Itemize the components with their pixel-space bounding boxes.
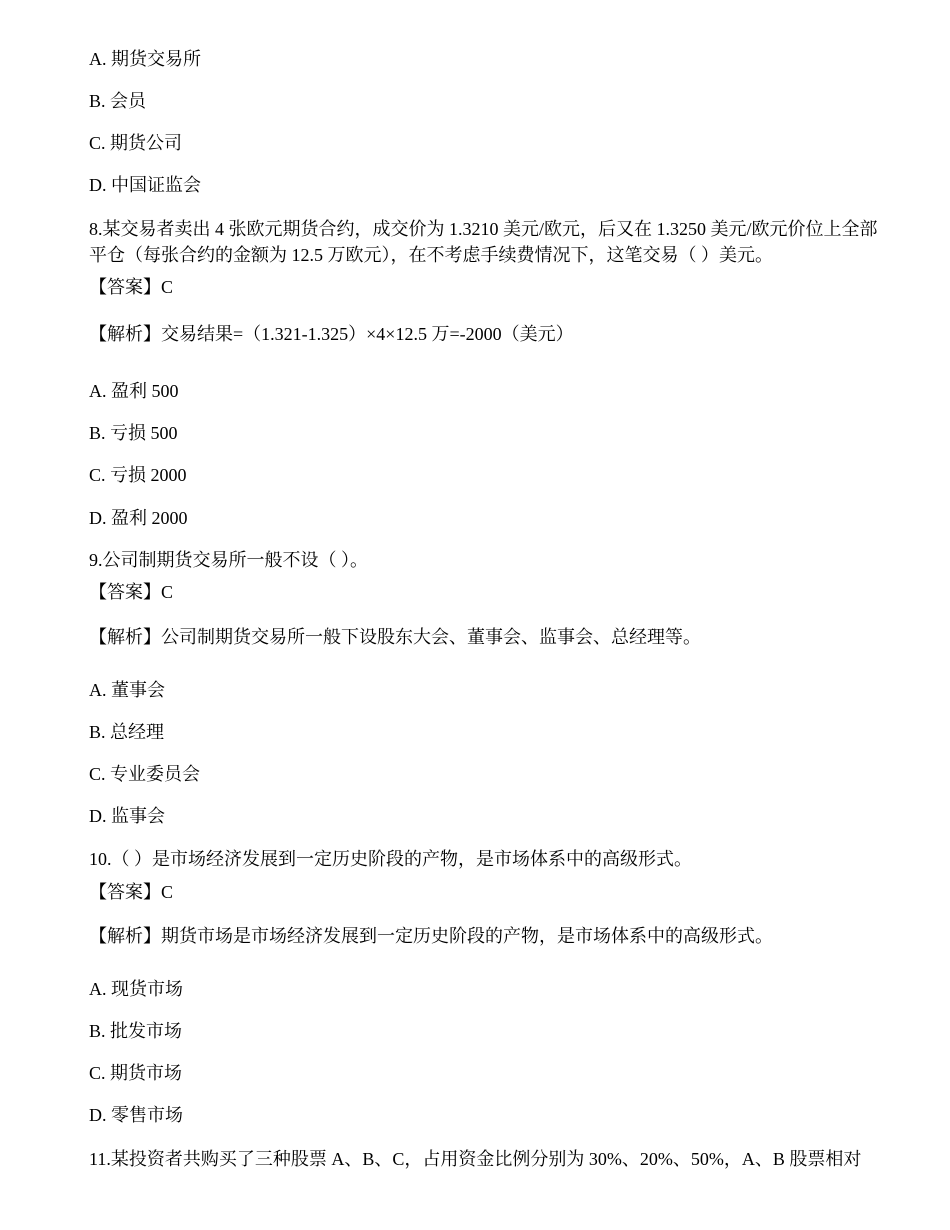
question-stem: 8.某交易者卖出 4 张欧元期货合约，成交价为 1.3210 美元/欧元，后又在 1.3250 美元/欧元价位上全部 xyxy=(89,219,878,239)
analysis-line: 【解析】交易结果=（1.321-1.325）×4×12.5 万=-2000（美元） xyxy=(89,324,574,344)
answer-line: 【答案】C xyxy=(89,277,174,297)
option-text: D. 盈利 2000 xyxy=(89,508,188,528)
option-text: B. 亏损 500 xyxy=(89,423,178,443)
question-stem: 10.（ ）是市场经济发展到一定历史阶段的产物，是市场体系中的高级形式。 xyxy=(89,849,692,869)
question-stem: 平仓（每张合约的金额为 12.5 万欧元），在不考虑手续费情况下，这笔交易（ ）美元。 xyxy=(89,245,773,265)
option-text: D. 零售市场 xyxy=(89,1105,183,1125)
option-text: C. 期货市场 xyxy=(89,1063,183,1083)
option-text: A. 现货市场 xyxy=(89,979,183,999)
option-text: C. 亏损 2000 xyxy=(89,465,187,485)
option-text: C. 专业委员会 xyxy=(89,764,201,784)
option-text: D. 中国证监会 xyxy=(89,175,201,195)
question-stem: 11.某投资者共购买了三种股票 A、B、C，占用资金比例分别为 30%、20%、50%，A、B 股票相对 xyxy=(89,1149,862,1169)
option-text: A. 期货交易所 xyxy=(89,49,201,69)
answer-line: 【答案】C xyxy=(89,882,174,902)
option-text: A. 董事会 xyxy=(89,680,165,700)
analysis-line: 【解析】公司制期货交易所一般下设股东大会、董事会、监事会、总经理等。 xyxy=(89,627,701,647)
option-text: B. 总经理 xyxy=(89,722,165,742)
option-text: D. 监事会 xyxy=(89,806,165,826)
answer-line: 【答案】C xyxy=(89,582,174,602)
analysis-line: 【解析】期货市场是市场经济发展到一定历史阶段的产物，是市场体系中的高级形式。 xyxy=(89,926,773,946)
option-text: A. 盈利 500 xyxy=(89,381,179,401)
option-text: C. 期货公司 xyxy=(89,133,183,153)
option-text: B. 批发市场 xyxy=(89,1021,183,1041)
option-text: B. 会员 xyxy=(89,91,147,111)
question-stem: 9.公司制期货交易所一般不设（ ）。 xyxy=(89,550,368,570)
